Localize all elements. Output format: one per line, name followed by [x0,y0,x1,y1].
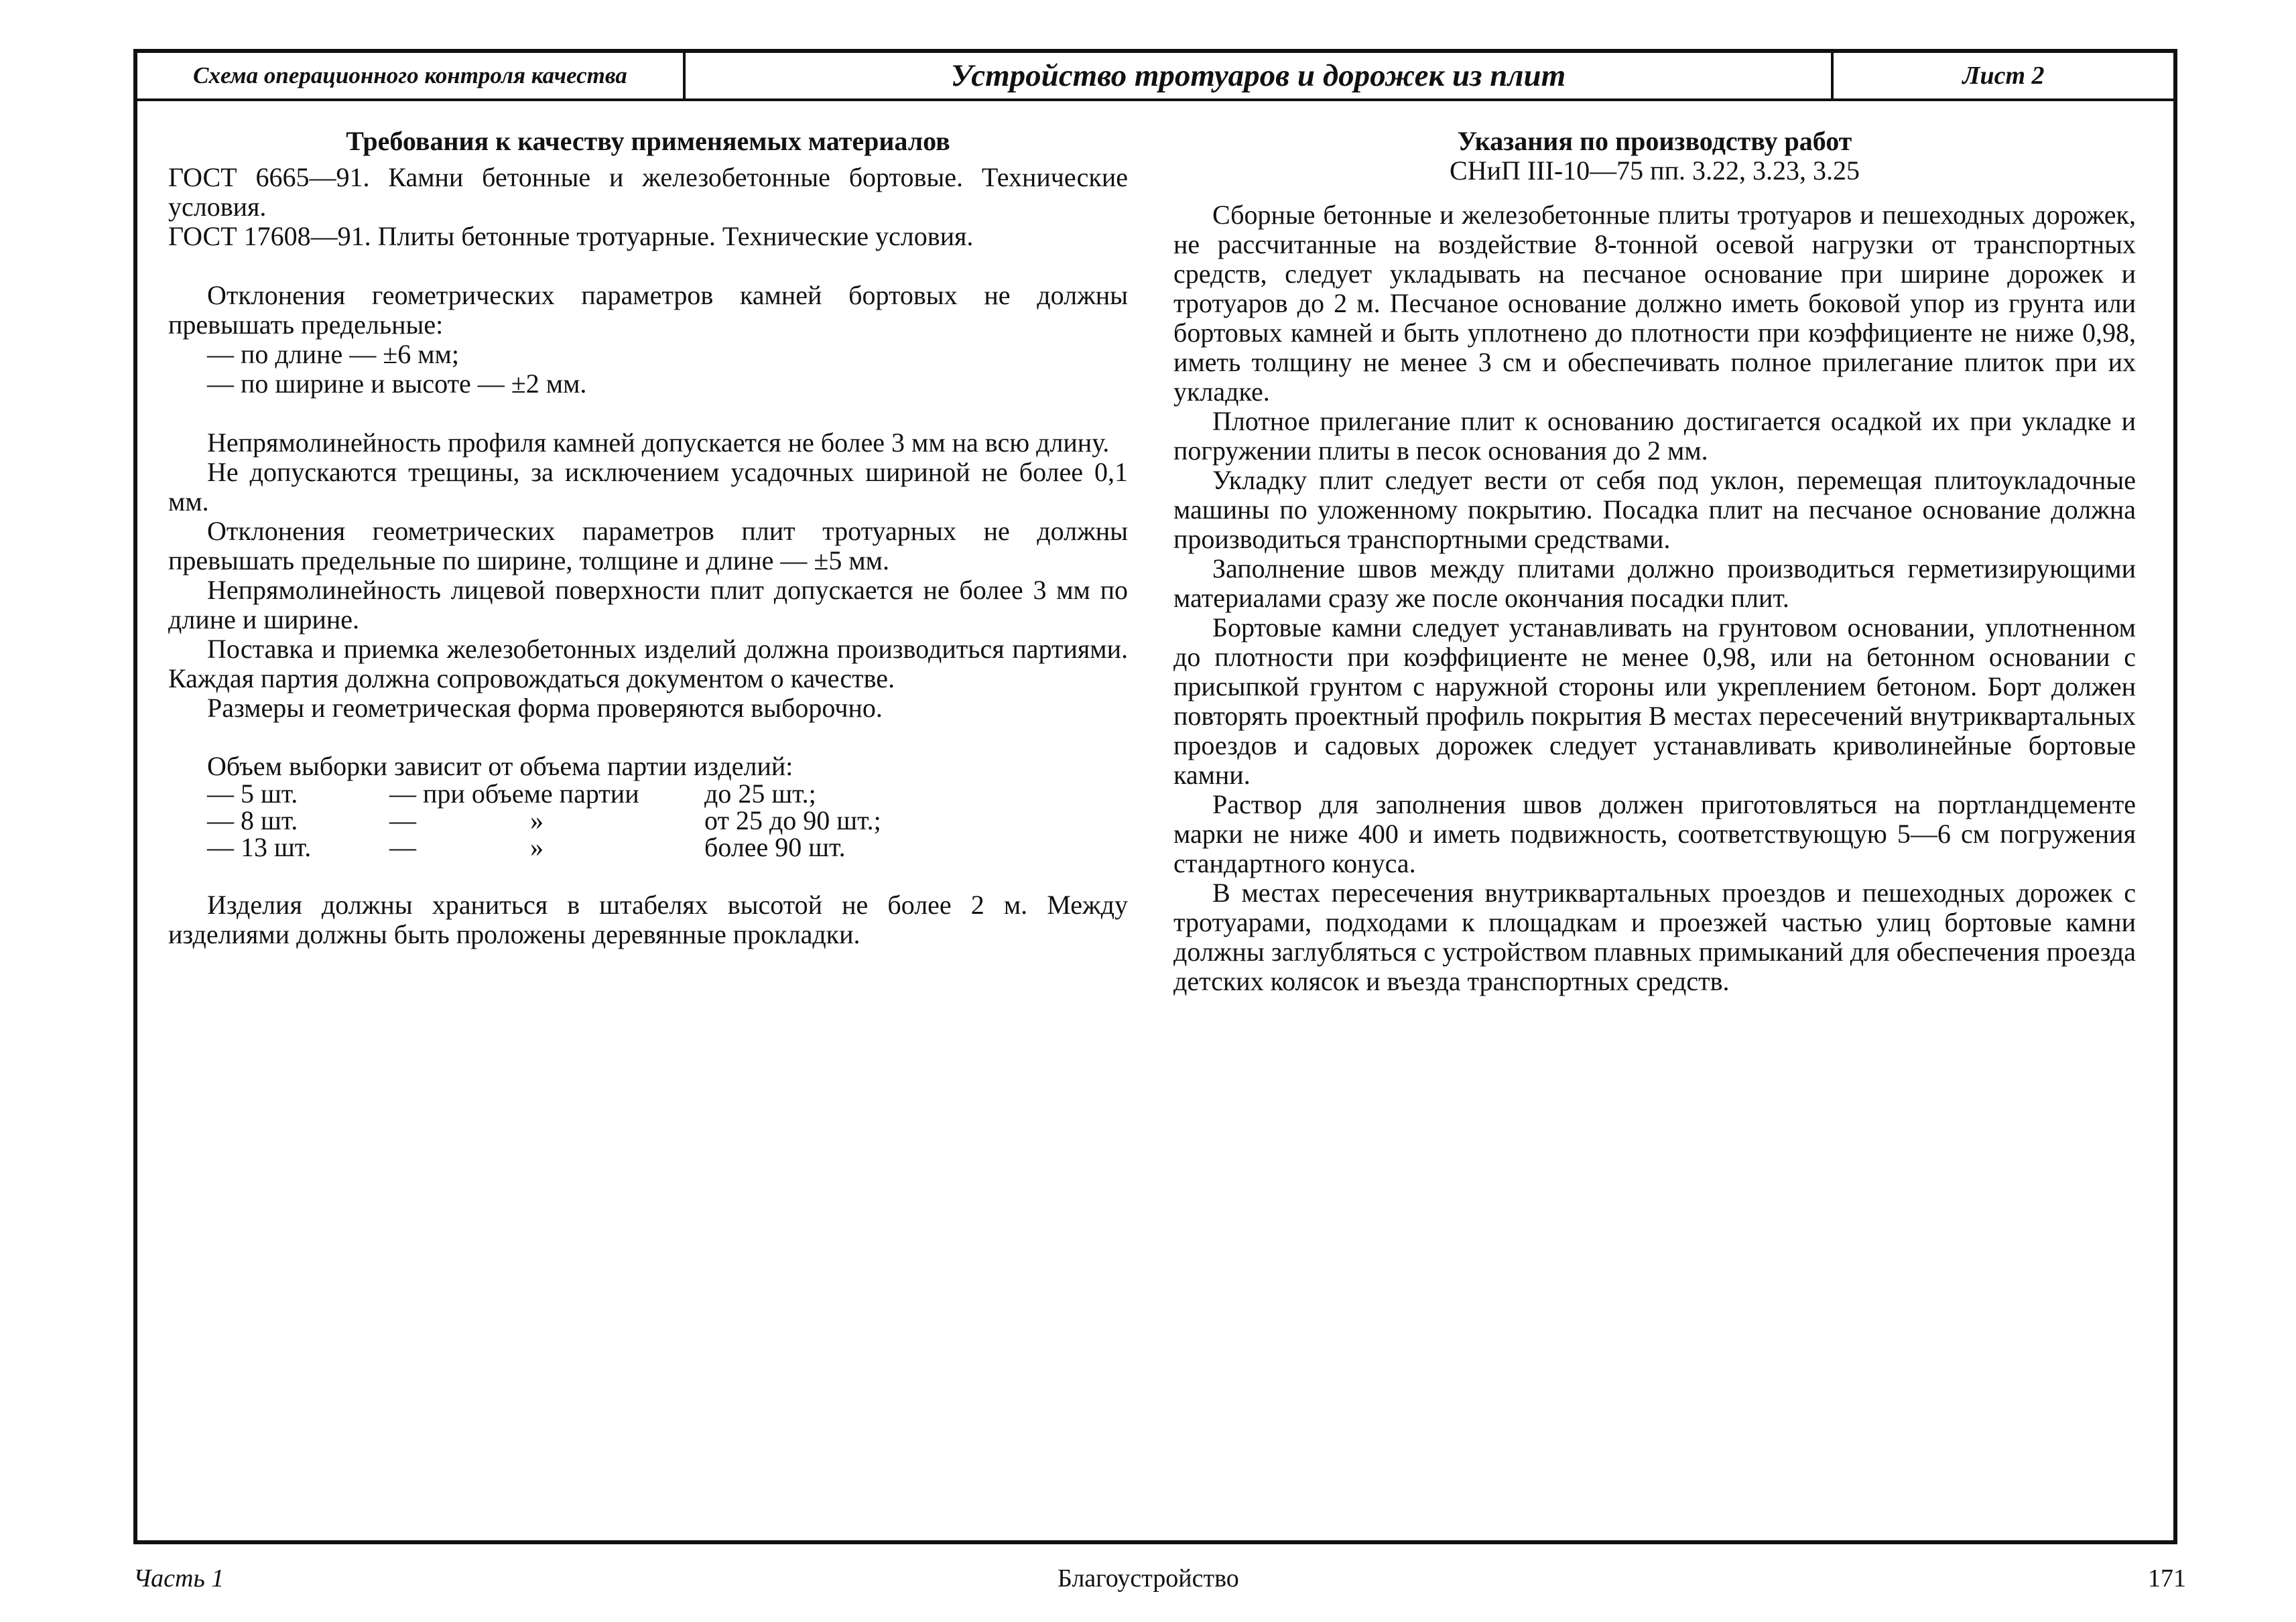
delivery-acceptance: Поставка и приемка железобетонных изделий должна производиться партиями. Каждая партия должна сопровождаться документом о качестве. [168,634,1128,693]
curb-deviation-width-height: — по ширине и высоте — ±2 мм. [207,368,587,399]
page-frame [133,49,2177,1544]
gost-curb-stones: ГОСТ 6665—91. Камни бетонные и железобетонные бортовые. Технические условия. [168,162,1128,222]
sample-count: — 8 шт. [207,805,298,835]
slab-deviation: Отклонения геометрических параметров плит тротуарных не должны превышать предельные по ширине, толщине и длине — ±5 мм. [168,516,1128,576]
instruction-paragraph: Сборные бетонные и железобетонные плиты тротуаров и пешеходных дорожек, не рассчитанные на воздействие 8-тонной осевой нагрузки от транспортных средств, следует укладывать на песчаное основание при ширине дорожек и тротуаров до 2 м. Песчаное основание должно иметь боковой упор из грунта или бортовых камней и быть уплотнено до плотности при коэффициенте не ниже 0,98, иметь толщину не менее 3 см и обеспечивать полное прилегание плиток при их укладке. [1173,200,2136,407]
curb-deviation-length: — по длине — ±6 мм; [207,339,459,369]
sample-condition: — » [389,805,544,835]
header-document-title: Устройство тротуаров и дорожек из плит [686,53,1834,98]
footer-section-name: Благоустройство [1058,1564,1239,1593]
sample-count: — 5 шт. [207,779,298,809]
header-sheet-number: Лист 2 [1962,62,2045,90]
sample-inspection: Размеры и геометрическая форма проверяются выборочно. [207,693,883,723]
work-instructions-column [1173,127,2136,996]
header-scheme-label: Схема операционного контроля качества [137,53,686,98]
storage-requirement: Изделия должны храниться в штабелях высотой не более 2 м. Между изделиями должны быть проложены деревянные прокладки. [168,890,1128,949]
materials-requirements-column [168,127,1128,949]
sample-count: — 13 шт. [207,832,312,862]
instruction-paragraph: Заполнение швов между плитами должно производиться герметизирующими материалами сразу же после окончания посадки плит. [1173,553,2136,613]
sample-size-row [168,807,1128,834]
instruction-paragraph: Плотное прилегание плит к основанию достигается осадкой их при укладке и погружении плиты в песок основания до 2 мм. [1173,406,2136,466]
sample-size-row [168,781,1128,807]
curb-deviation-intro: Отклонения геометрических параметров камней бортовых не должны превышать предельные: [168,280,1128,340]
instruction-paragraph: В местах пересечения внутриквартальных проездов и пешеходных дорожек с тротуарами, подходами к площадкам и проезжей частью улиц бортовые камни должны заглубляться с устройством плавных примыканий для обеспечения проезда детских колясок и въезда транспортных средств. [1173,878,2136,996]
gost-paving-slabs: ГОСТ 17608—91. Плиты бетонные тротуарные. Технические условия. [168,221,974,251]
sample-size-row [168,834,1128,861]
sample-batch-range: более 90 шт. [704,832,846,862]
work-section-title: Указания по производству работ [1457,126,1852,156]
footer-page-number: 171 [2148,1564,2186,1593]
sample-size-intro: Объем выборки зависит от объема партии изделий: [207,751,793,781]
footer-part-label: Часть 1 [133,1564,225,1593]
header-table [137,53,2173,101]
instruction-paragraph: Бортовые камни следует устанавливать на грунтовом основании, уплотненном до плотности при коэффициенте не менее 0,98, или на бетонном основании с присыпкой грунтом с наружной стороны или укреплением бетоном. Борт должен повторять проектный профиль покрытия В местах пересечений внутриквартальных проездов и садовых дорожек следует устанавливать криволинейные бортовые камни. [1173,612,2136,790]
work-section-snip-reference: СНиП III-10—75 пп. 3.22, 3.23, 3.25 [1450,155,1860,186]
instruction-paragraph: Укладку плит следует вести от себя под уклон, перемещая плитоукладочные машины по уложенному покрытию. Посадка плит на песчаное основание должна производиться транспортными средствами. [1173,465,2136,554]
instruction-paragraph: Раствор для заполнения швов должен приготовляться на портландцементе марки не ниже 400 и иметь подвижность, соответствующую 5—6 см погружения стандартного конуса. [1173,789,2136,878]
materials-section-title: Требования к качеству применяемых материалов [346,126,950,156]
curb-profile-straightness: Непрямолинейность профиля камней допускается не более 3 мм на всю длину. [207,427,1110,458]
slab-face-straightness: Непрямолинейность лицевой поверхности плит допускается не более 3 мм по длине и ширине. [168,575,1128,634]
sample-batch-range: до 25 шт.; [704,779,816,809]
sample-condition: — » [389,832,544,862]
cracks-requirement: Не допускаются трещины, за исключением усадочных шириной не более 0,1 мм. [168,457,1128,517]
sample-condition: — при объеме партии [389,779,639,809]
sample-batch-range: от 25 до 90 шт.; [704,805,881,835]
